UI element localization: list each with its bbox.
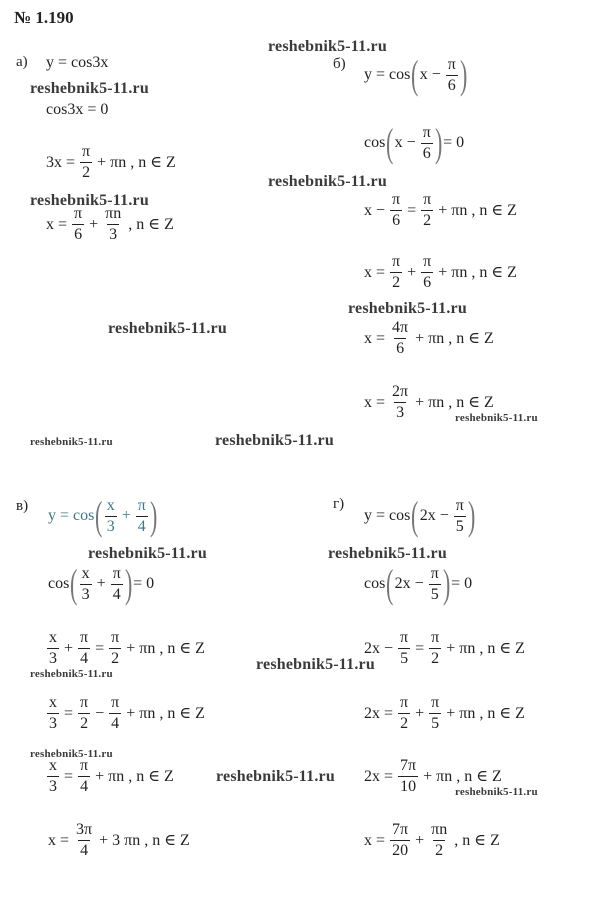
part-b-line2: x − $\frac{\pi}{6}$ = $\frac{\pi}{2}$ + πn , n ∈ Z xyxy=(364,191,517,229)
watermark: reshebnik5-11.ru xyxy=(216,768,335,785)
watermark: reshebnik5-11.ru xyxy=(455,412,538,424)
part-g-label: г) xyxy=(333,496,345,512)
watermark: reshebnik5-11.ru xyxy=(268,173,387,190)
part-a-function: y = cos3x xyxy=(46,54,109,71)
watermark: reshebnik5-11.ru xyxy=(348,300,467,317)
part-a-label: а) xyxy=(16,54,28,70)
part-b-line1: cos ( x − $\frac{\pi}{6}$ ) = 0 xyxy=(364,120,465,165)
watermark: reshebnik5-11.ru xyxy=(455,786,538,798)
part-v-line2: $\frac{x}{3}$ + $\frac{\pi}{4}$ = $\frac{\pi}{2}$ + πn , n ∈ Z xyxy=(49,629,205,667)
part-a-line2: 3x = $\frac{\pi}{2}$ + πn , n ∈ Z xyxy=(46,143,176,181)
watermark: reshebnik5-11.ru xyxy=(108,320,227,337)
watermark: reshebnik5-11.ru xyxy=(88,545,207,562)
watermark: reshebnik5-11.ru xyxy=(30,668,113,680)
part-g-function: y = cos ( 2x − $\frac{\pi}{5}$ ) xyxy=(364,493,476,538)
part-g-line2: 2x − $\frac{\pi}{5}$ = $\frac{\pi}{2}$ + πn , n ∈ Z xyxy=(364,629,525,667)
watermark: reshebnik5-11.ru xyxy=(268,38,387,55)
part-a-line1: cos3x = 0 xyxy=(46,101,109,118)
part-v-line4: $\frac{x}{3}$ = $\frac{\pi}{4}$ + πn , n ∈ Z xyxy=(49,757,174,795)
part-v-line1: cos ( $\frac{x}{3}$ + $\frac{\pi}{4}$ ) = 0 xyxy=(48,561,155,606)
part-b-line5: x = $\frac{2\pi}{3}$ + πn , n ∈ Z xyxy=(364,383,494,421)
part-g-line5: x = $\frac{7\pi}{20}$ + $\frac{\pi n}{2}$ , n ∈ Z xyxy=(364,821,500,859)
part-g-line3: 2x = $\frac{\pi}{2}$ + $\frac{\pi}{5}$ + πn , n ∈ Z xyxy=(364,694,525,732)
part-a-line3: x = $\frac{\pi}{6}$ + $\frac{\pi n}{3}$ , n ∈ Z xyxy=(46,205,174,243)
part-b-label: б) xyxy=(333,56,346,72)
part-g-line1: cos ( 2x − $\frac{\pi}{5}$ ) = 0 xyxy=(364,561,473,606)
watermark: reshebnik5-11.ru xyxy=(30,436,113,448)
watermark: reshebnik5-11.ru xyxy=(30,748,113,760)
part-v-label: в) xyxy=(16,498,29,514)
part-b-line4: x = $\frac{4\pi}{6}$ + πn , n ∈ Z xyxy=(364,319,494,357)
watermark: reshebnik5-11.ru xyxy=(30,192,149,209)
part-b-function: y = cos ( x − $\frac{\pi}{6}$ ) xyxy=(364,52,468,97)
watermark: reshebnik5-11.ru xyxy=(328,545,447,562)
part-v-function: y = cos ( $\frac{x}{3}$ + $\frac{\pi}{4}$ ) xyxy=(48,493,158,538)
watermark: reshebnik5-11.ru xyxy=(256,656,375,673)
part-v-line5: x = $\frac{3\pi}{4}$ + 3 πn , n ∈ Z xyxy=(48,821,190,859)
part-g-line4: 2x = $\frac{7\pi}{10}$ + πn , n ∈ Z xyxy=(364,757,502,795)
part-b-line3: x = $\frac{\pi}{2}$ + $\frac{\pi}{6}$ + πn , n ∈ Z xyxy=(364,253,517,291)
part-v-line3: $\frac{x}{3}$ = $\frac{\pi}{2}$ − $\frac{\pi}{4}$ + πn , n ∈ Z xyxy=(49,694,205,732)
watermark: reshebnik5-11.ru xyxy=(30,80,149,97)
watermark: reshebnik5-11.ru xyxy=(215,432,334,449)
problem-number: № 1.190 xyxy=(14,8,74,27)
